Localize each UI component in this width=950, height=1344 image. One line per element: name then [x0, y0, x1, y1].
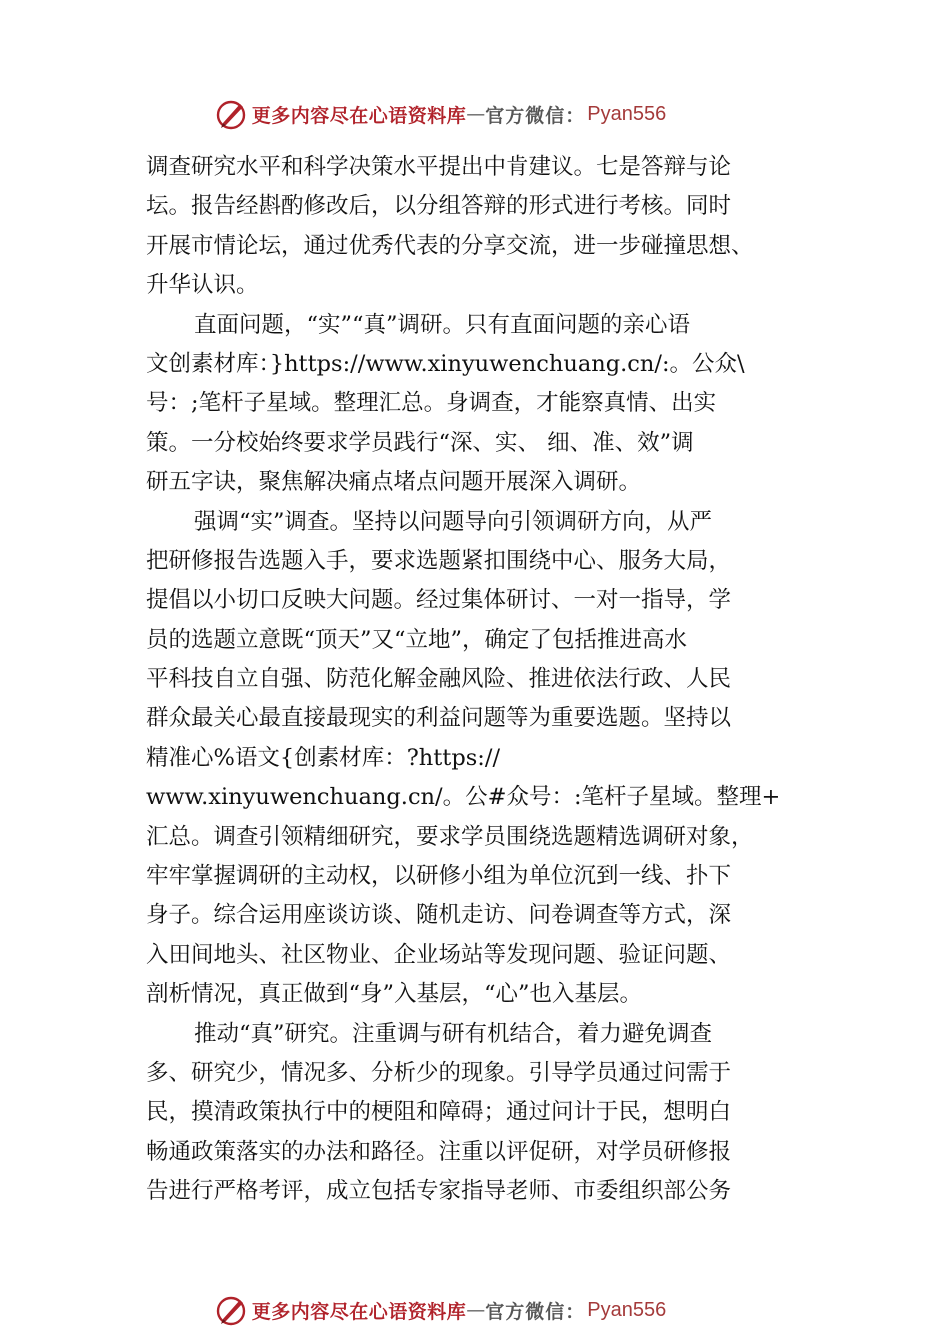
banner-main-text: 更多内容尽在心语资料库 [251, 1300, 467, 1323]
text-line: 汇总。调查引领精细研究，要求学员围绕选题精选调研对象， [146, 823, 754, 850]
text-line: 入田间地头、社区物业、企业场站等发现问题、验证问题、 [146, 941, 732, 968]
banner-dash: — [466, 103, 486, 125]
header-banner [0, 94, 950, 134]
pen-logo-icon [214, 1293, 248, 1327]
text-line: 牢牢掌握调研的主动权，以研修小组为单位沉到一线、扑下 [146, 863, 732, 890]
text-line: 剖析情况，真正做到“身”入基层，“心”也入基层。 [146, 981, 643, 1008]
banner-main-text: 更多内容尽在心语资料库 [251, 104, 467, 127]
text-line: 开展市情论坛，通过优秀代表的分享交流，进一步碰撞思想、 [146, 232, 754, 259]
text-line: 群众最关心最直接最现实的利益问题等为重要选题。坚持以 [146, 705, 732, 732]
banner-suffix: 官方微信： [485, 104, 586, 127]
text-line: 员的选题立意既“顶天”又“立地”，确定了包括推进高水 [146, 626, 688, 653]
text-line: 民，摸清政策执行中的梗阻和障碍；通过问计于民，想明白 [146, 1099, 732, 1126]
text-line: 身子。综合运用座谈访谈、随机走访、问卷调查等方式，深 [146, 902, 732, 929]
banner-wechat-id: Pyan556 [587, 1298, 667, 1321]
text-line: 告进行严格考评，成立包括专家指导老师、市委组织部公务 [146, 1178, 732, 1205]
text-line: 策。一分校始终要求学员践行“深、实、 细、准、效”调 [146, 429, 694, 456]
text-line: 升华认识。 [146, 272, 259, 299]
banner-dash: — [466, 1299, 486, 1321]
pen-logo-icon [214, 97, 248, 131]
banner-suffix: 官方微信： [485, 1300, 586, 1323]
text-line: 坛。报告经斟酌修改后，以分组答辩的形式进行考核。同时 [146, 193, 732, 220]
text-line: 强调“实”调查。坚持以问题导向引领调研方向，从严 [194, 508, 713, 535]
text-line: 号：;笔杆子星域。整理汇总。身调查，才能察真情、出实 [146, 390, 717, 417]
text-line: 研五字诀，聚焦解决痛点堵点问题开展深入调研。 [146, 469, 642, 496]
text-line: 精准心%语文{创素材库：?https:// [146, 744, 501, 771]
text-line: 直面问题，“实”“真”调研。只有直面问题的亲心语 [194, 311, 691, 338]
document-body [146, 148, 826, 1212]
text-line: 畅通政策落实的办法和路径。注重以评促研，对学员研修报 [146, 1138, 732, 1165]
text-line: 推动“真”研究。注重调与研有机结合，着力避免调查 [194, 1020, 713, 1047]
text-line: 多、研究少，情况多、分析少的现象。引导学员通过问需于 [146, 1059, 732, 1086]
footer-banner [0, 1290, 950, 1330]
text-line: 平科技自立自强、防范化解金融风险、推进依法行政、人民 [146, 666, 732, 693]
banner-wechat-id: Pyan556 [587, 102, 667, 125]
text-line: 把研修报告选题入手，要求选题紧扣围绕中心、服务大局， [146, 547, 732, 574]
text-line: 提倡以小切口反映大问题。经过集体研讨、一对一指导，学 [146, 587, 732, 614]
text-line: 调查研究水平和科学决策水平提出中肯建议。七是答辩与论 [146, 154, 732, 180]
text-line: www.xinyuwenchuang.cn/。公#众号：:笔杆子星域。整理+ [146, 784, 781, 811]
text-line: 文创素材库：}https://www.xinyuwenchuang.cn/:。公众\ [146, 350, 745, 377]
